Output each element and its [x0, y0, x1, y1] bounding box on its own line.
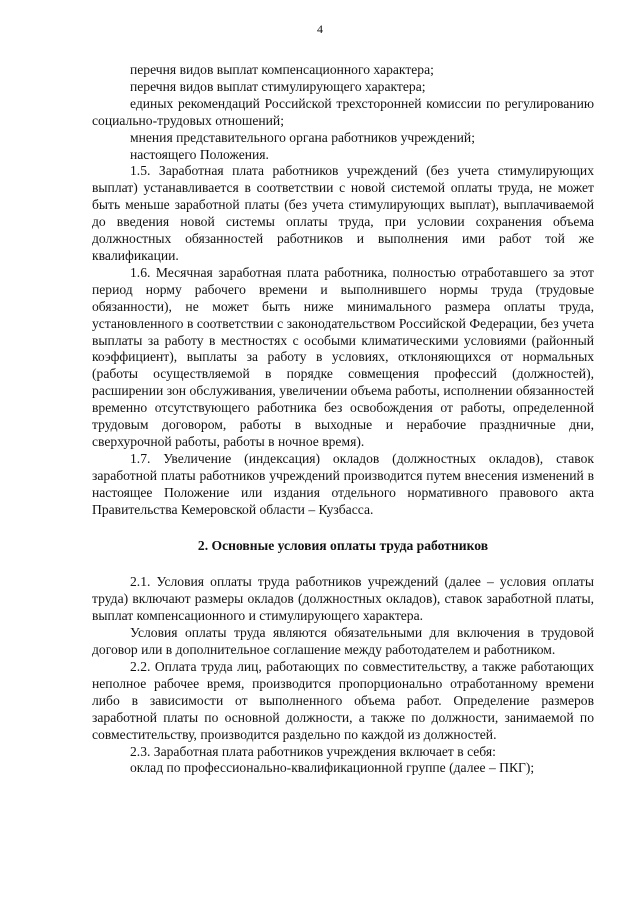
paragraph: мнения представительного органа работников учреждений;: [130, 129, 475, 145]
paragraph: настоящего Положения.: [130, 146, 269, 162]
section-heading: 2. Основные условия оплаты труда работников: [197, 538, 489, 554]
clause-2-1: 2.1. Условия оплаты труда работников учреждений (далее – условия оплаты труда) включают размеры окладов (должностных окладов), ставок заработной платы, выплат компенсационного и стимулирующего характера.: [92, 574, 594, 624]
paragraph: единых рекомендаций Российской трехсторонней комиссии по регулированию социально-трудовых отношений;: [92, 95, 594, 128]
page-number: 4: [317, 22, 323, 36]
paragraph: перечня видов выплат стимулирующего характера;: [130, 78, 426, 94]
clause-1-7: 1.7. Увеличение (индексация) окладов (должностных окладов), ставок заработной платы работников учреждений производится путем внесения изменений в настоящее Положение или издания отдельного нормативного правового акта Правительства Кемеровской области – Кузбасса.: [92, 450, 594, 517]
paragraph: оклад по профессионально-квалификационной группе (далее – ПКГ);: [130, 760, 535, 776]
paragraph: перечня видов выплат компенсационного характера;: [130, 62, 434, 77]
paragraph: Условия оплаты труда являются обязательными для включения в трудовой договор или в дополнительное соглашение между работодателем и работником.: [92, 625, 594, 658]
document-body: [92, 62, 594, 777]
clause-1-6: 1.6. Месячная заработная плата работника, полностью отработавшего за этот период норму рабочего времени и выполнившего нормы труда (трудовые обязанности), не может быть ниже минимального размера оплаты труда, установленного в соответствии с законодательством Российской Федерации, без учета выплаты за работу в местностях с особыми климатическими условиями (районный коэффициент), выплаты за работу в условиях, отклоняющихся от нормальных (работы осуществляемой в порядке совмещения профессий (должностей), расширении зон обслуживания, увеличении объема работы, исполнении обязанностей временно отсутствующего работника без освобождения от работы, определенной трудовым договором, работы в выходные и нерабочие праздничные дни, сверхурочной работы, работы в ночное время).: [92, 264, 594, 449]
clause-2-3: 2.3. Заработная плата работников учреждения включает в себя:: [130, 743, 496, 759]
clause-2-2: 2.2. Оплата труда лиц, работающих по совместительству, а также работающих неполное рабочее время, производится пропорционально отработанному времени либо в зависимости от выполненного объема работ. Определение размеров заработной платы по основной должности, а также по должности, занимаемой по совместительству, производится раздельно по каждой из должностей.: [92, 659, 594, 742]
clause-1-5: 1.5. Заработная плата работников учреждений (без учета стимулирующих выплат) устанавливается в соответствии с новой системой оплаты труда, не может быть меньше заработной платы (без учета стимулирующих выплат), выплачиваемой до введения новой системы оплаты труда, при условии сохранения объема должностных обязанностей работников и выполнения ими работ той же квалификации.: [92, 163, 594, 263]
